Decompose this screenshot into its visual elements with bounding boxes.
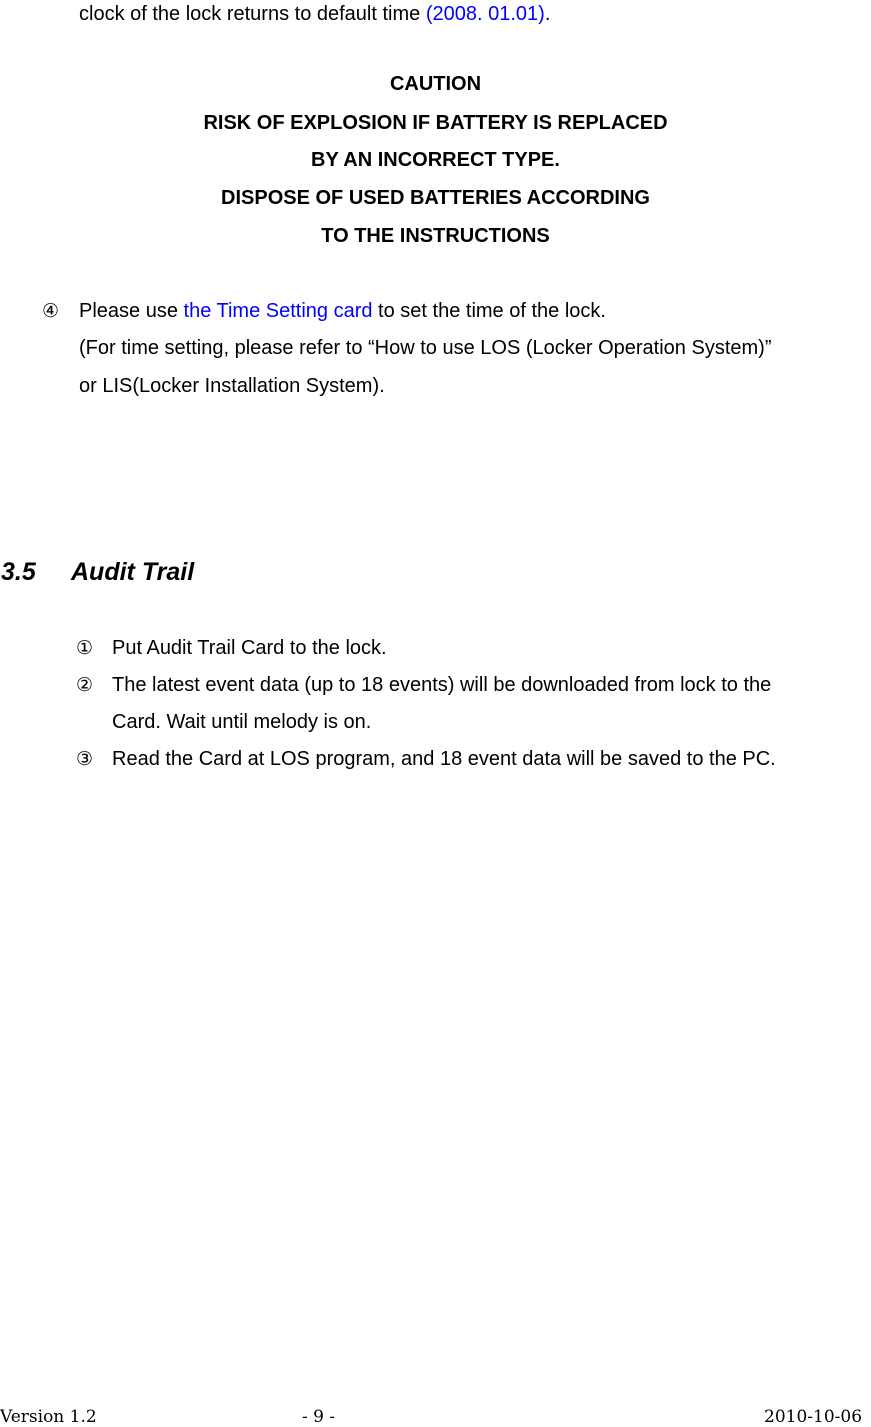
intro-text: clock of the lock returns to default time xyxy=(79,3,426,25)
step-4-line-1 xyxy=(79,299,606,323)
intro-paragraph xyxy=(79,2,550,26)
list-item: Put Audit Trail Card to the lock. xyxy=(112,637,387,659)
list-item-continuation: Card. Wait until melody is on. xyxy=(112,711,372,733)
step-marker: ③ xyxy=(76,748,94,770)
footer-page-number: - 9 - xyxy=(302,1407,336,1427)
step-4-text: Please use xyxy=(79,300,184,322)
intro-period: . xyxy=(544,3,551,25)
caution-title: CAUTION xyxy=(389,73,482,95)
time-setting-card-highlight: the Time Setting card xyxy=(183,300,373,322)
footer-version: Version 1.2 xyxy=(0,1407,97,1427)
step-marker: ① xyxy=(76,637,94,659)
section-number: 3.5 xyxy=(1,558,36,586)
caution-line: TO THE INSTRUCTIONS xyxy=(321,225,550,247)
footer-date: 2010-10-06 xyxy=(764,1407,863,1427)
step-4-line-2: (For time setting, please refer to “How to use LOS (Locker Operation System)” xyxy=(79,337,772,359)
step-4-text: to set the time of the lock. xyxy=(372,300,606,322)
default-time-highlight: (2008. 01.01) xyxy=(425,3,545,25)
list-item: The latest event data (up to 18 events) will be downloaded from lock to the xyxy=(112,674,772,696)
list-item: Read the Card at LOS program, and 18 event data will be saved to the PC. xyxy=(112,748,776,770)
caution-line: DISPOSE OF USED BATTERIES ACCORDING xyxy=(221,187,650,209)
step-marker: ② xyxy=(76,674,94,696)
step-4-line-3: or LIS(Locker Installation System). xyxy=(79,375,385,397)
section-title: Audit Trail xyxy=(71,558,195,586)
caution-line: BY AN INCORRECT TYPE. xyxy=(311,149,560,171)
caution-line: RISK OF EXPLOSION IF BATTERY IS REPLACED xyxy=(203,112,668,134)
step-marker: ④ xyxy=(42,300,60,322)
